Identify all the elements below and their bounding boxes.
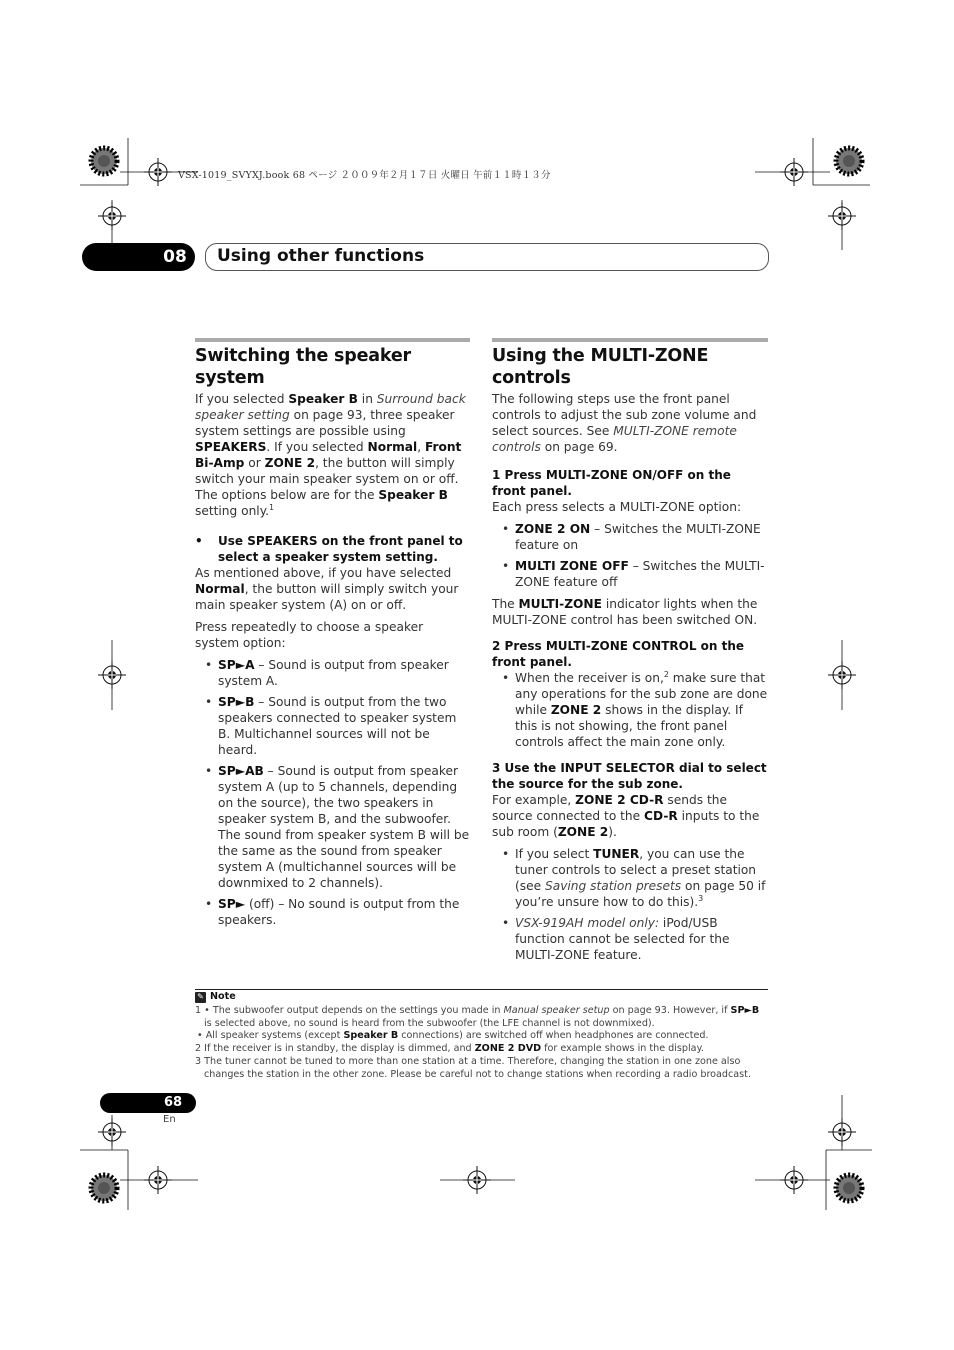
- step-heading: 2 Press MULTI-ZONE CONTROL on the front panel.: [492, 639, 745, 669]
- chapter-title: Using other functions: [217, 246, 425, 266]
- list-item: • SP► (off) – No sound is output from the speakers.: [195, 896, 470, 928]
- intro-paragraph: The following steps use the front panel controls to adjust the sub zone volume and select sources. See MULTI-ZONE remote controls on page 69.: [492, 392, 757, 454]
- paragraph: Each press selects a MULTI-ZONE option:: [492, 500, 742, 514]
- section-rule: [492, 338, 768, 342]
- paragraph: The MULTI-ZONE indicator lights when the MULTI-ZONE control has been switched ON.: [492, 597, 758, 627]
- notes-block: [195, 989, 768, 1082]
- list-item: • VSX-919AH model only: iPod/USB function cannot be selected for the MULTI-ZONE feature.: [492, 915, 768, 963]
- footnote-3: 3 The tuner cannot be tuned to more than one station at a time. Therefore, changing the station in one zone also changes the station in the other zone. Please be careful not to change stations when recording a radio broadcast.: [195, 1055, 751, 1080]
- zone-options-list: [492, 521, 768, 590]
- footnote-2: 2 If the receiver is in standby, the display is dimmed, and ZONE 2 DVD for example shows in the display.: [195, 1043, 704, 1055]
- step2-list: [492, 670, 768, 750]
- right-column: [492, 338, 768, 969]
- list-item: • ZONE 2 ON – Switches the MULTI-ZONE feature on: [492, 521, 768, 553]
- footnote-1b: • All speaker systems (except Speaker B connections) are switched off when headphones are connected.: [197, 1030, 709, 1042]
- note-heading: ✎ Note: [195, 991, 768, 1004]
- section-rule: [195, 338, 470, 342]
- list-item: • If you select TUNER, you can use the tuner controls to select a preset station (see Saving station presets on page 50 if you’re unsure how to do this).$^3$: [492, 846, 768, 910]
- intro-paragraph: If you selected Speaker B in Surround back speaker setting on page 93, three speaker system settings are possible using SPEAKERS. If you selected Normal, Front Bi-Amp or ZONE 2, the button will simply switch your main speaker system on or off. The options below are for the Speaker B setting only.$^1$: [195, 392, 466, 518]
- section-title: Using the MULTI-ZONE controls: [492, 346, 709, 388]
- footnote-1: 1 • The subwoofer output depends on the settings you made in Manual speaker setup on page 93. However, if SP►B is selected above, no sound is heard from the subwoofer (the LFE channel is not downmixed).: [195, 1004, 760, 1029]
- print-header: VSX-1019_SVYXJ.book 68 ページ ２００９年２月１７日 火曜日 午前１１時１３分: [178, 170, 551, 181]
- pencil-icon: ✎: [195, 992, 206, 1003]
- section-title: Switching the speaker system: [195, 346, 411, 388]
- page-language: En: [163, 1114, 176, 1125]
- list-item: • SP►B – Sound is output from the two speakers connected to speaker system B. Multichannel sources will not be heard.: [195, 694, 470, 758]
- list-item: • SP►A – Sound is output from speaker system A.: [195, 657, 470, 689]
- paragraph: As mentioned above, if you have selected Normal, the button will simply switch your main speaker system (A) on or off.: [195, 566, 459, 612]
- speaker-options-list: [195, 657, 470, 928]
- step-heading: • Use SPEAKERS on the front panel to select a speaker system setting.: [195, 534, 463, 564]
- list-item: • When the receiver is on,$^2$ make sure that any operations for the sub zone are done while ZONE 2 shows in the display. If this is not showing, the front panel controls affect the main zone only.: [492, 670, 768, 750]
- step-heading: 3 Use the INPUT SELECTOR dial to select the source for the sub zone.: [492, 761, 767, 791]
- list-item: • SP►AB – Sound is output from speaker system A (up to 5 channels, depending on the source), the two speakers in speaker system B, and the subwoofer. The sound from speaker system B will be the same as the sound from speaker system A (multichannel sources will be downmixed to 2 channels).: [195, 763, 470, 891]
- paragraph: Press repeatedly to choose a speaker system option:: [195, 620, 424, 650]
- paragraph: For example, ZONE 2 CD-R sends the source connected to the CD-R inputs to the sub room (ZONE 2).: [492, 793, 760, 839]
- left-column: [195, 338, 470, 934]
- chapter-number: 08: [163, 247, 187, 267]
- list-item: • MULTI ZONE OFF – Switches the MULTI-ZONE feature off: [492, 558, 768, 590]
- step3-list: [492, 846, 768, 963]
- page-number: 68: [163, 1095, 183, 1110]
- step-heading: 1 Press MULTI-ZONE ON/OFF on the front panel.: [492, 468, 731, 498]
- footnote-ref: 1: [269, 502, 275, 512]
